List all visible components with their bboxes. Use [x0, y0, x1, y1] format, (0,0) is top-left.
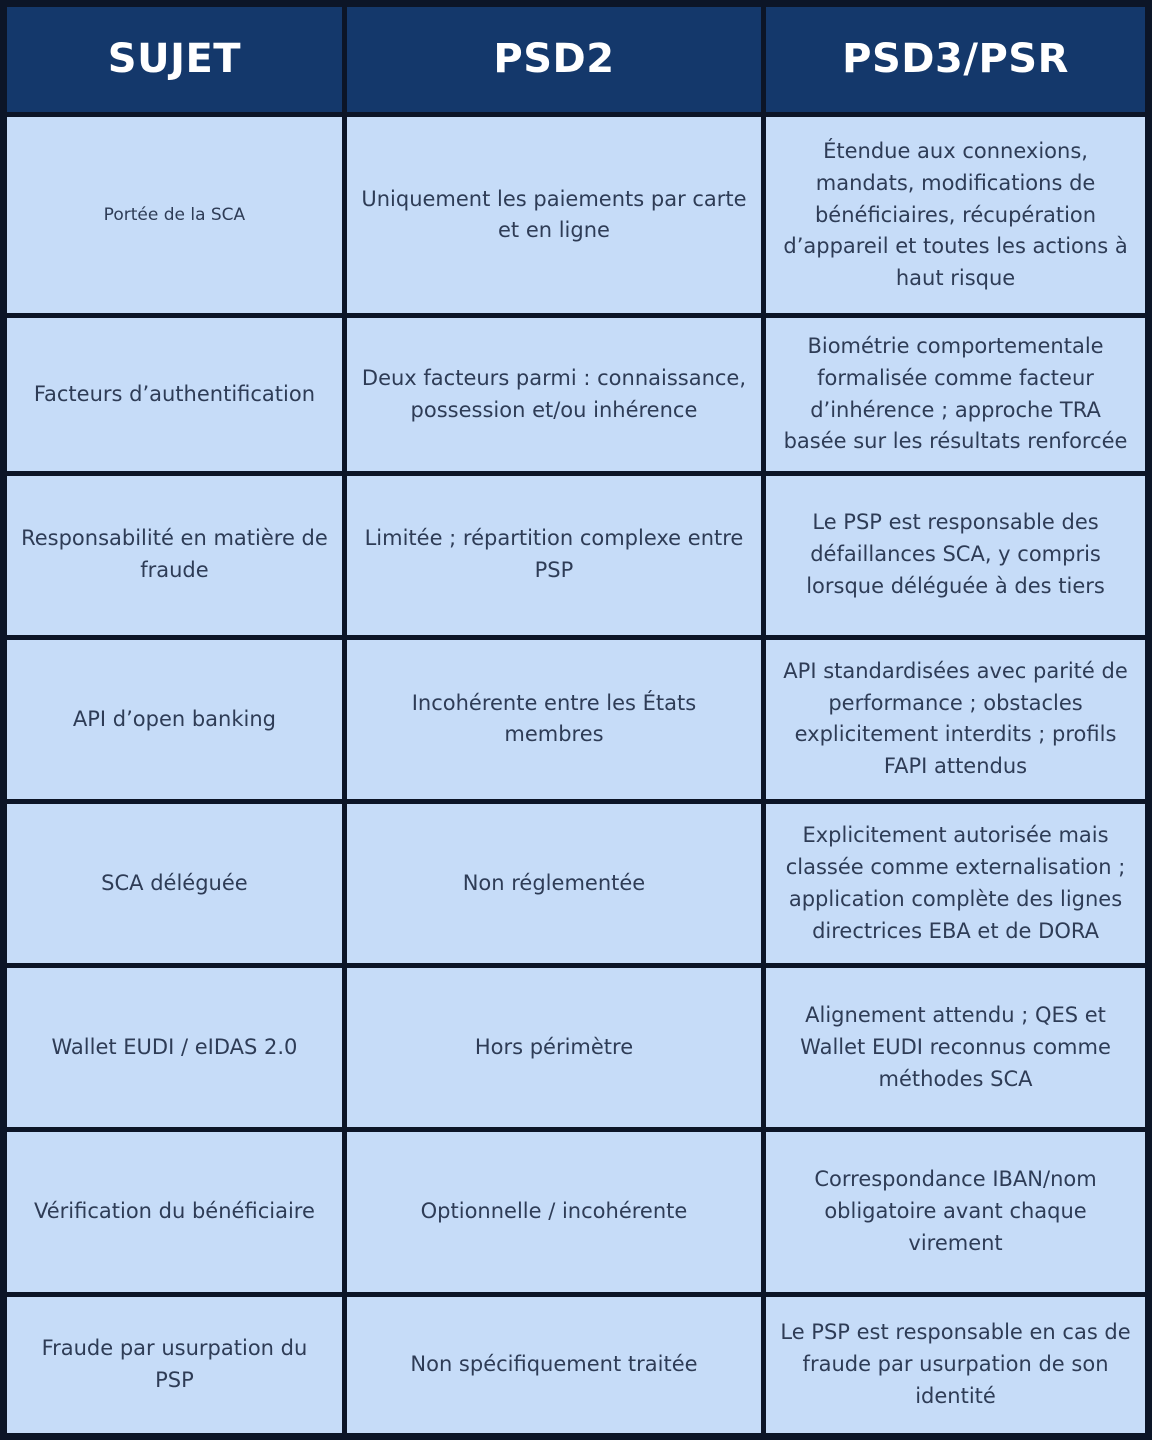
row-facteurs-auth-sujet: Facteurs d’authentification: [7, 318, 342, 470]
row-fraude-usurpation-psd3: Le PSP est responsable en cas de fraude par usurpation de son identité: [766, 1297, 1145, 1433]
row-wallet-eudi-psd2: Hors périmètre: [347, 968, 761, 1127]
row-portee-sca-psd3: Étendue aux connexions, mandats, modifications de bénéficiaires, récupération d’appareil et toutes les actions à haut risque: [766, 117, 1145, 313]
header-cell-psd2: PSD2: [347, 7, 761, 112]
row-facteurs-auth-psd2: Deux facteurs parmi : connaissance, possession et/ou inhérence: [347, 318, 761, 470]
row-api-open-banking-sujet: API d’open banking: [7, 640, 342, 799]
row-responsabilite-fraude-psd3: Le PSP est responsable des défaillances SCA, y compris lorsque déléguée à des tiers: [766, 476, 1145, 635]
row-responsabilite-fraude-sujet: Responsabilité en matière de fraude: [7, 476, 342, 635]
row-verification-beneficiaire-psd3: Correspondance IBAN/nom obligatoire avant chaque virement: [766, 1132, 1145, 1291]
row-sca-deleguee-sujet: SCA déléguée: [7, 804, 342, 963]
row-sca-deleguee-psd2: Non réglementée: [347, 804, 761, 963]
row-api-open-banking-psd2: Incohérente entre les États membres: [347, 640, 761, 799]
row-verification-beneficiaire-sujet: Vérification du bénéficiaire: [7, 1132, 342, 1291]
row-fraude-usurpation-psd2: Non spécifiquement traitée: [347, 1297, 761, 1433]
row-wallet-eudi-psd3: Alignement attendu ; QES et Wallet EUDI reconnus comme méthodes SCA: [766, 968, 1145, 1127]
row-facteurs-auth-psd3: Biométrie comportementale formalisée comme facteur d’inhérence ; approche TRA basée sur les résultats renforcée: [766, 318, 1145, 470]
row-portee-sca-sujet: Portée de la SCA: [7, 117, 342, 313]
row-wallet-eudi-sujet: Wallet EUDI / eIDAS 2.0: [7, 968, 342, 1127]
row-sca-deleguee-psd3: Explicitement autorisée mais classée comme externalisation ; application complète des lignes directrices EBA et de DORA: [766, 804, 1145, 963]
row-fraude-usurpation-sujet: Fraude par usurpation du PSP: [7, 1297, 342, 1433]
row-verification-beneficiaire-psd2: Optionnelle / incohérente: [347, 1132, 761, 1291]
row-portee-sca-psd2: Uniquement les paiements par carte et en ligne: [347, 117, 761, 313]
header-cell-psd3-psr: PSD3/PSR: [766, 7, 1145, 112]
header-cell-sujet: SUJET: [7, 7, 342, 112]
row-api-open-banking-psd3: API standardisées avec parité de performance ; obstacles explicitement interdits ; profils FAPI attendus: [766, 640, 1145, 799]
row-responsabilite-fraude-psd2: Limitée ; répartition complexe entre PSP: [347, 476, 761, 635]
